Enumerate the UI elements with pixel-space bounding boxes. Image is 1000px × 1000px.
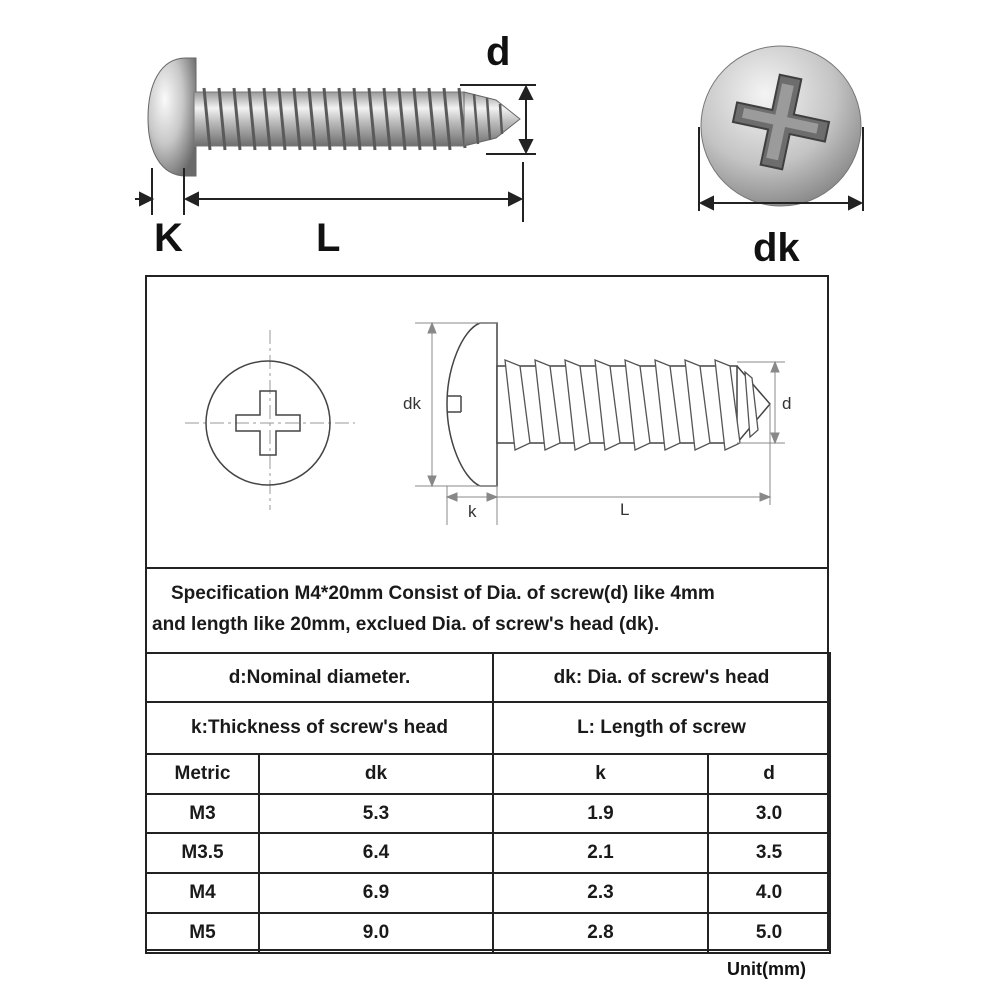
spec-table <box>145 652 831 954</box>
table-row <box>146 913 830 953</box>
cell-dk: 6.9 <box>259 873 493 913</box>
specification-box <box>145 567 829 653</box>
unit-label: Unit(mm) <box>727 959 806 979</box>
drawing-label-dk: dk <box>403 394 421 413</box>
header-k: k <box>493 754 708 794</box>
photo-label-dk: dk <box>753 226 800 270</box>
cell-d: 4.0 <box>708 873 830 913</box>
table-row <box>146 833 830 873</box>
screw-side-view-drawing <box>447 323 770 486</box>
specification-line-1: Specification M4*20mm Consist of Dia. of screw(d) like 4mm <box>171 583 715 604</box>
cell-dk: 6.4 <box>259 833 493 873</box>
cell-k: 2.8 <box>493 913 708 953</box>
photo-label-k: K <box>154 216 183 260</box>
cell-metric: M3 <box>146 794 259 833</box>
table-row <box>146 794 830 833</box>
definition-l: L: Length of screw <box>493 702 830 754</box>
head-top-view-drawing <box>185 330 355 510</box>
cell-d: 3.5 <box>708 833 830 873</box>
header-dk: dk <box>259 754 493 794</box>
cell-metric: M3.5 <box>146 833 259 873</box>
cell-d: 5.0 <box>708 913 830 953</box>
photo-label-d: d <box>486 30 511 74</box>
definition-row <box>146 653 830 702</box>
drawing-label-d: d <box>782 394 792 413</box>
header-metric: Metric <box>146 754 259 794</box>
cell-dk: 5.3 <box>259 794 493 833</box>
table-row <box>146 873 830 913</box>
drawing-label-l: L <box>620 500 630 519</box>
definition-d: d:Nominal diameter. <box>146 653 493 702</box>
table-header-row <box>146 754 830 794</box>
definition-k: k:Thickness of screw's head <box>146 702 493 754</box>
cell-d: 3.0 <box>708 794 830 833</box>
cell-k: 2.3 <box>493 873 708 913</box>
cell-dk: 9.0 <box>259 913 493 953</box>
specification-line-2: and length like 20mm, exclued Dia. of screw's head (dk). <box>152 614 660 635</box>
header-d: d <box>708 754 830 794</box>
cell-metric: M5 <box>146 913 259 953</box>
definition-row <box>146 702 830 754</box>
drawing-label-k: k <box>468 502 477 521</box>
cell-k: 2.1 <box>493 833 708 873</box>
cell-k: 1.9 <box>493 794 708 833</box>
cell-metric: M4 <box>146 873 259 913</box>
definition-dk: dk: Dia. of screw's head <box>493 653 830 702</box>
photo-label-l: L <box>316 216 341 260</box>
